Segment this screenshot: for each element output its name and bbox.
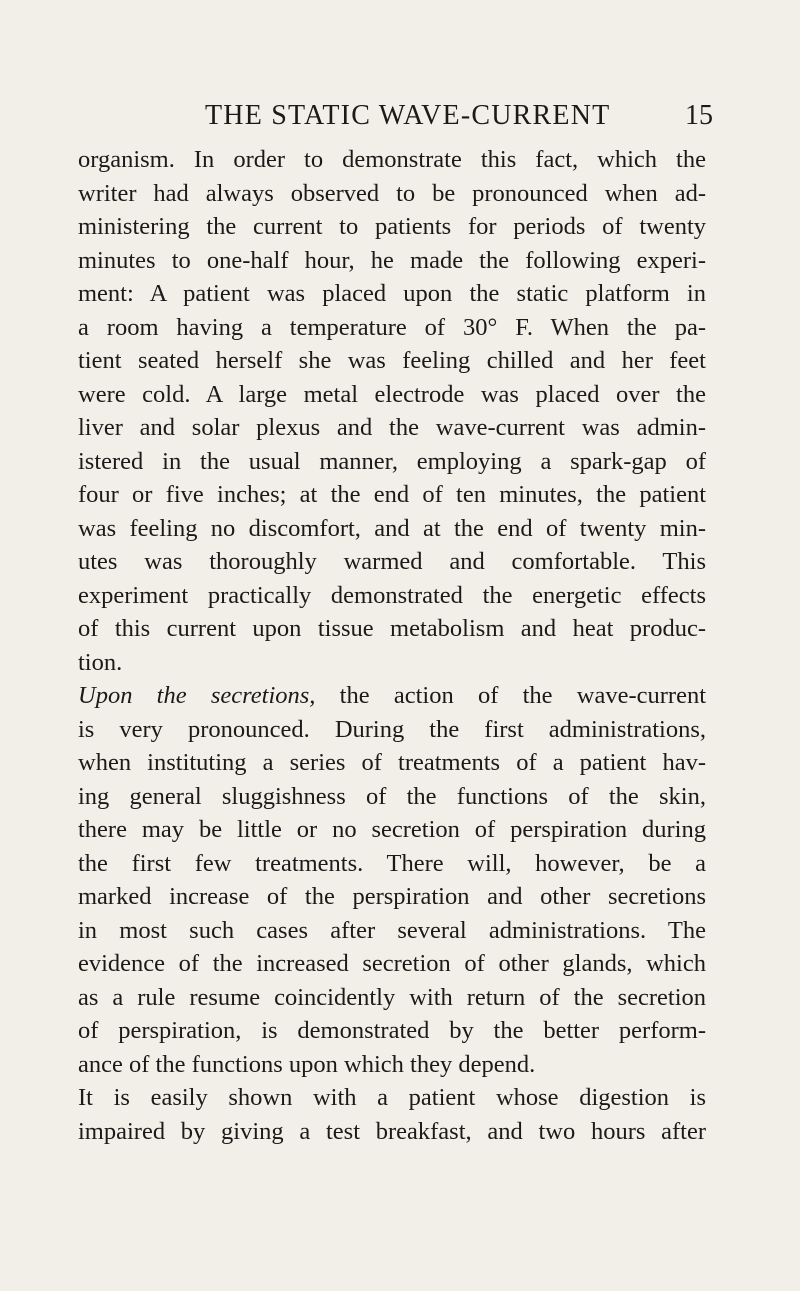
text-line: liver and solar plexus and the wave-current was admin-: [78, 414, 706, 441]
text-line: ing general sluggishness of the functions of the skin,: [78, 782, 706, 810]
text-line: ministering the current to patients for periods of twenty: [78, 213, 706, 240]
text-line-italic-lead: [78, 679, 706, 713]
text-line: ment: A patient was placed upon the static platform in: [78, 280, 706, 307]
text-line-rest: the action of the wave-current: [315, 682, 706, 709]
text-line: tient seated herself she was feeling chilled and her feet: [78, 347, 706, 374]
text-line: of perspiration, is demonstrated by the better perform-: [78, 1017, 706, 1044]
text-line: utes was thoroughly warmed and comfortable. This: [78, 548, 706, 575]
text-line: minutes to one-half hour, he made the following experi-: [78, 246, 706, 274]
italic-heading: Upon the secretions,: [78, 682, 316, 709]
text-line: as a rule resume coincidently with return of the secretion: [78, 983, 706, 1011]
text-line: tion.: [78, 648, 123, 676]
text-line: istered in the usual manner, employing a spark-gap of: [78, 447, 706, 475]
text-line: ance of the functions upon which they depend.: [78, 1050, 536, 1078]
text-line: the first few treatments. There will, however, be a: [78, 849, 706, 877]
text-line: a room having a temperature of 30° F. When the pa-: [78, 313, 706, 341]
running-title: THE STATIC WAVE-CURRENT: [205, 100, 611, 131]
text-line: when instituting a series of treatments of a patient hav-: [78, 749, 706, 776]
text-line: was feeling no discomfort, and at the end of twenty min-: [78, 514, 706, 542]
text-line: It is easily shown with a patient whose digestion is: [78, 1084, 706, 1111]
body-text: [78, 143, 706, 1148]
text-line: writer had always observed to be pronounced when ad-: [78, 179, 706, 207]
running-head: [0, 100, 800, 140]
text-line: were cold. A large metal electrode was placed over the: [78, 380, 706, 408]
page-number: 15: [685, 100, 713, 131]
text-line: impaired by giving a test breakfast, and two hours after: [78, 1117, 706, 1145]
text-line: there may be little or no secretion of perspiration during: [78, 816, 706, 843]
text-line: evidence of the increased secretion of other glands, which: [78, 950, 706, 977]
text-line: marked increase of the perspiration and other secretions: [78, 883, 706, 910]
text-line: of this current upon tissue metabolism and heat produc-: [78, 615, 706, 642]
text-line: organism. In order to demonstrate this fact, which the: [78, 146, 706, 173]
text-line: is very pronounced. During the first administrations,: [78, 715, 706, 743]
text-line: experiment practically demonstrated the energetic effects: [78, 581, 706, 609]
text-line: four or five inches; at the end of ten minutes, the patient: [78, 481, 706, 508]
text-line: in most such cases after several administrations. The: [78, 916, 706, 944]
